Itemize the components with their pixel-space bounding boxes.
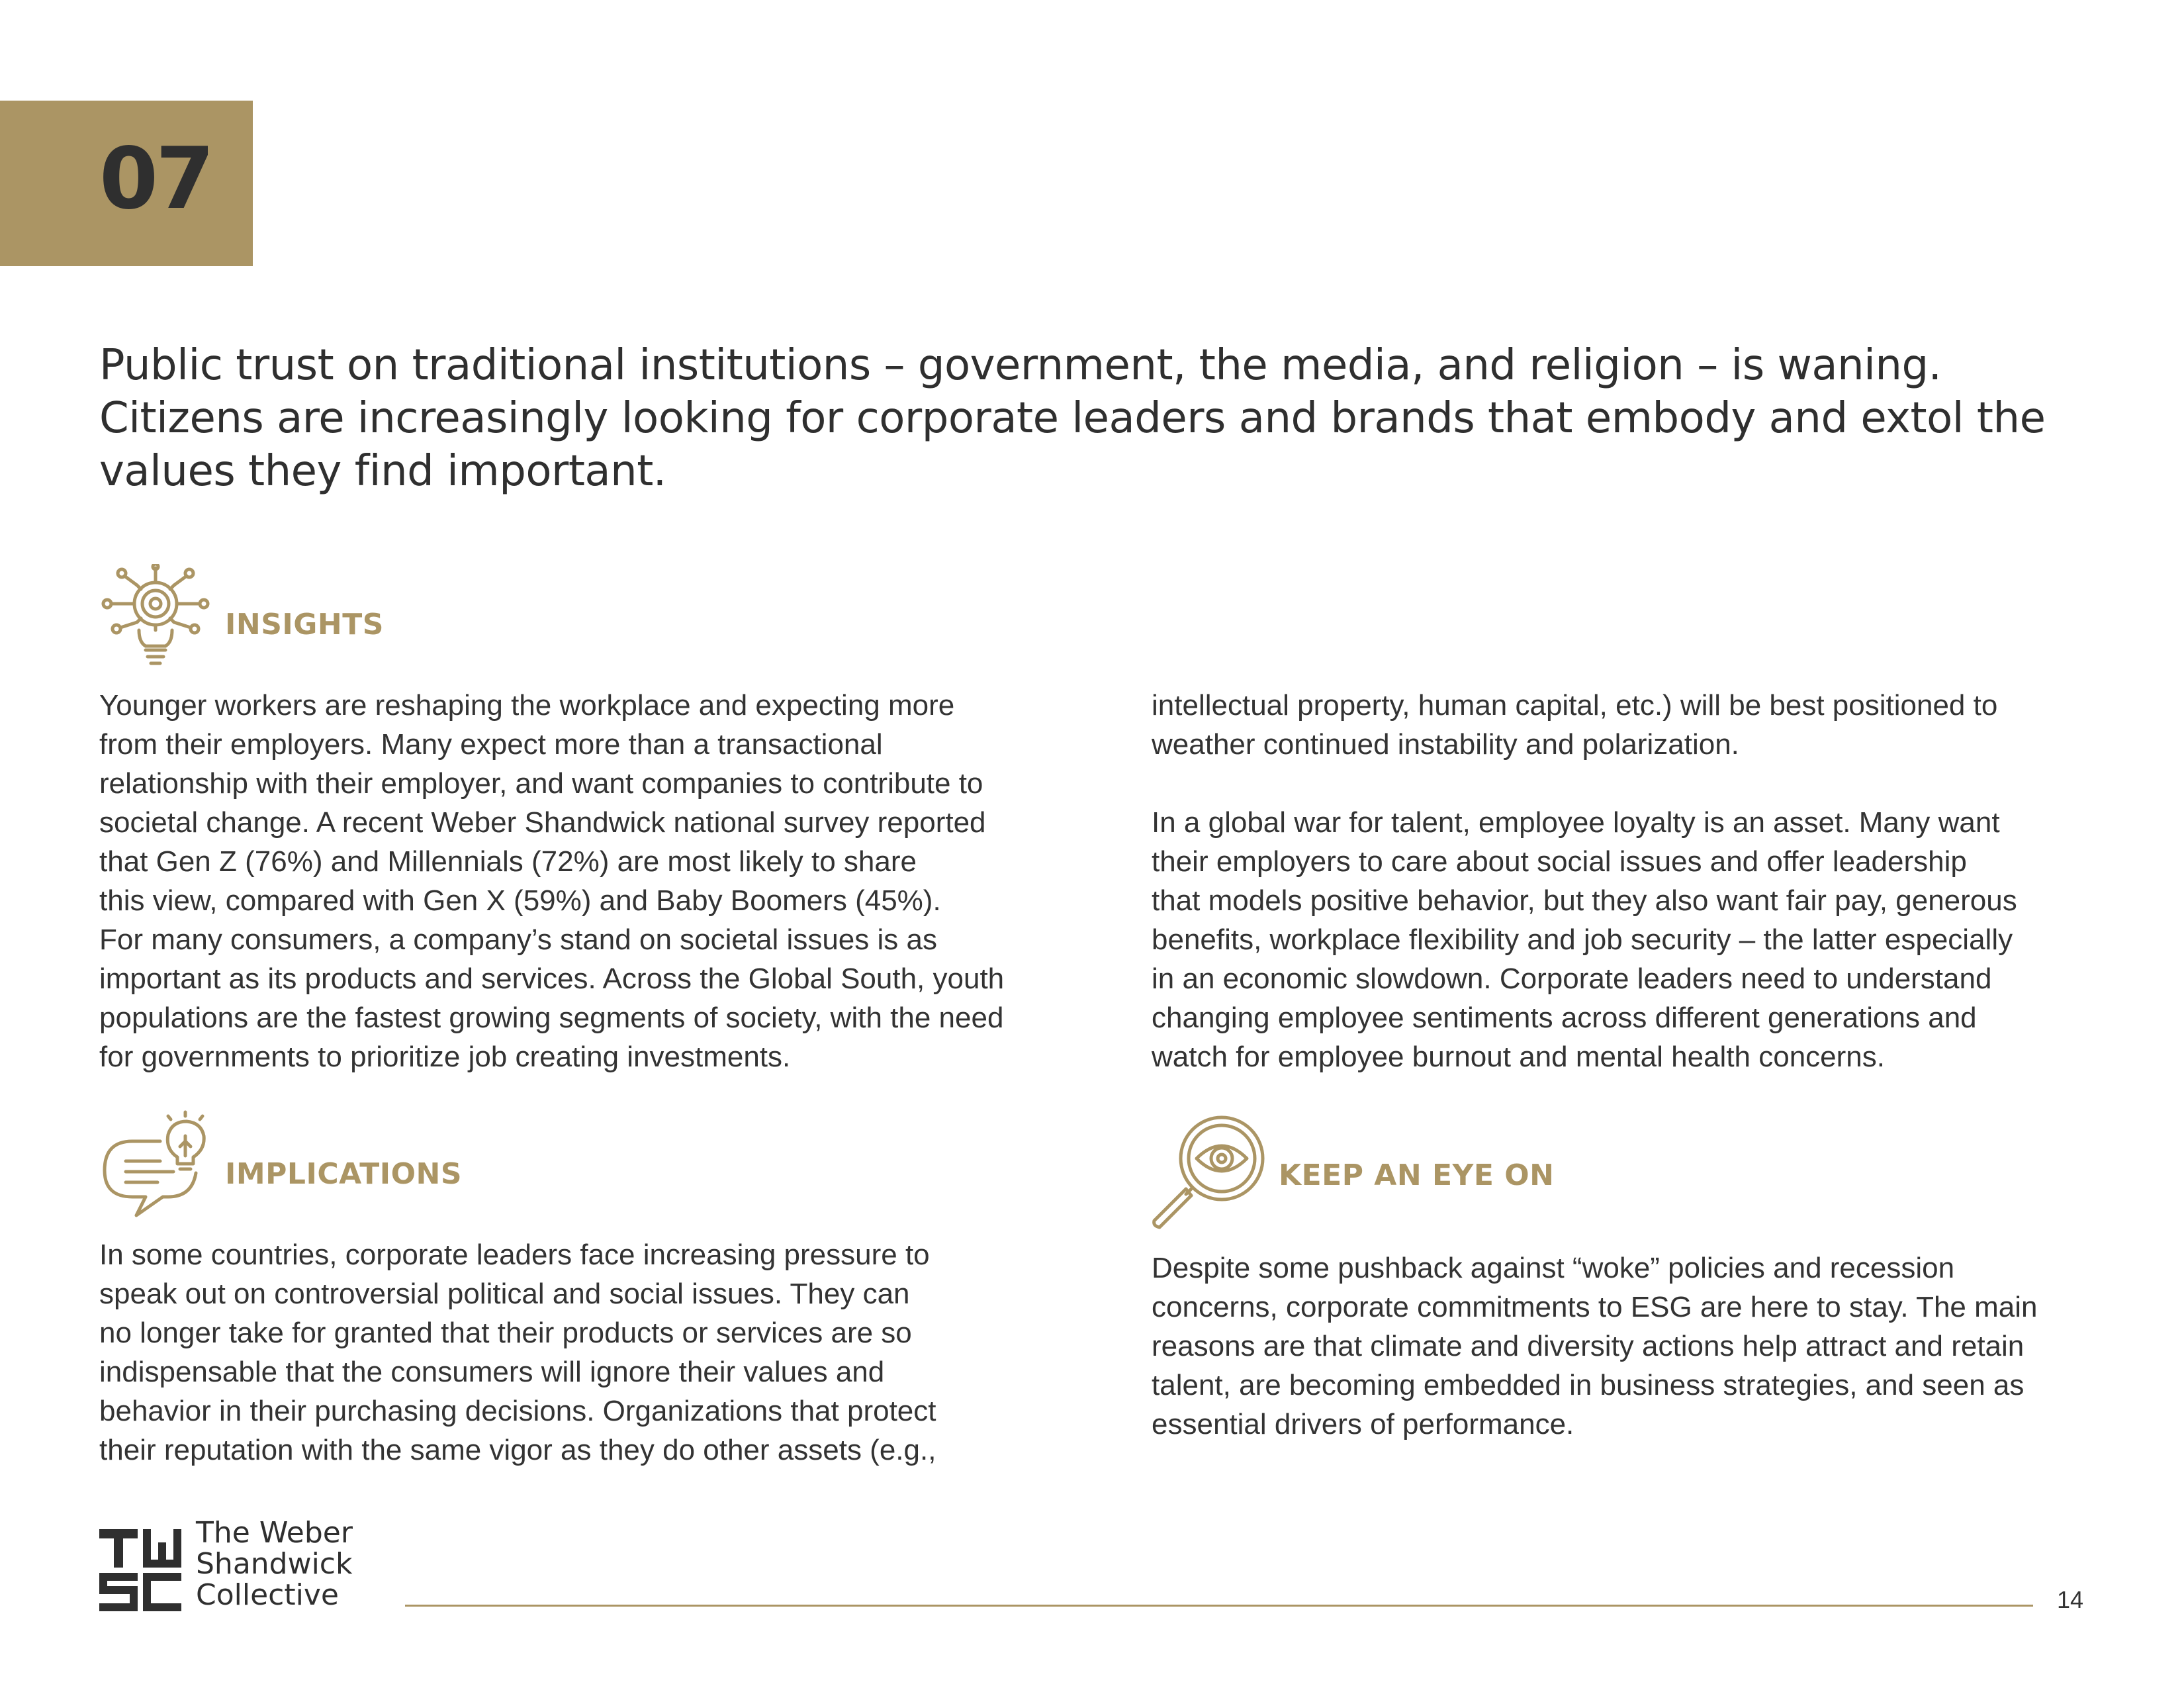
- insights-title: INSIGHTS: [225, 608, 384, 641]
- magnifier-eye-icon: [1150, 1113, 1268, 1231]
- speech-bubble-lightbulb-icon: [99, 1109, 212, 1222]
- page-headline: Public trust on traditional institutions – government, the media, and religion – is waning. Citizens are increasingly looking for corporate leaders and brands that embody and extol the values they find important.: [99, 341, 2046, 496]
- footer-divider: [405, 1605, 2033, 1607]
- logo-line: Collective: [196, 1578, 339, 1612]
- logo-line: The Weber: [196, 1516, 353, 1550]
- implications-title: IMPLICATIONS: [225, 1157, 463, 1191]
- page-number: 14: [2057, 1586, 2084, 1613]
- logo-line: Shandwick: [196, 1547, 353, 1581]
- logo-wordmark: [196, 1517, 353, 1611]
- keep-an-eye-on-title: KEEP AN EYE ON: [1279, 1158, 1555, 1192]
- lightbulb-gear-icon: [99, 564, 212, 670]
- implications-text: In some countries, corporate leaders face increasing pressure to speak out on controversial political and social issues. They can no longer take for granted that their products or services are so indispensable that the consumers will ignore their values and behavior in their purchasing decisions. Organizations that protect their reputation with the same vigor as they do other assets (e.g.,: [99, 1239, 936, 1466]
- section-number: 07: [99, 130, 212, 228]
- insights-text-left: Younger workers are reshaping the workplace and expecting more from their employers. Many expect more than a transactional relationship with their employer, and want companies to contribute to societal change. A recent Weber Shandwick national survey reported that Gen Z (76%) and Millennials (72%) are most likely to share this view, compared with Gen X (59%) and Baby Boomers (45%). For many consumers, a company’s stand on societal issues is as important as its products and services. Across the Global South, youth populations are the fastest growing segments of society, with the need for governments to prioritize job creating investments.: [99, 689, 1005, 1073]
- insights-text-right: intellectual property, human capital, etc.) will be best positioned to weather continued instability and polarization. In a global war for talent, employee loyalty is an asset. Many want their employers to care about social issues and offer leadership that models positive behavior, but they also want fair pay, generous benefits, workplace flexibility and job security – the latter especially in an economic slowdown. Corporate leaders need to understand changing employee sentiments across different generations and watch for employee burnout and mental health concerns.: [1152, 689, 2017, 1073]
- keep-an-eye-on-text: Despite some pushback against “woke” policies and recession concerns, corporate commitments to ESG are here to stay. The main reasons are that climate and diversity actions help attract and retain talent, are becoming embedded in business strategies, and seen as essential drivers of performance.: [1152, 1252, 2038, 1440]
- section-number-block: [0, 101, 253, 266]
- twsc-logo-mark: [99, 1529, 181, 1611]
